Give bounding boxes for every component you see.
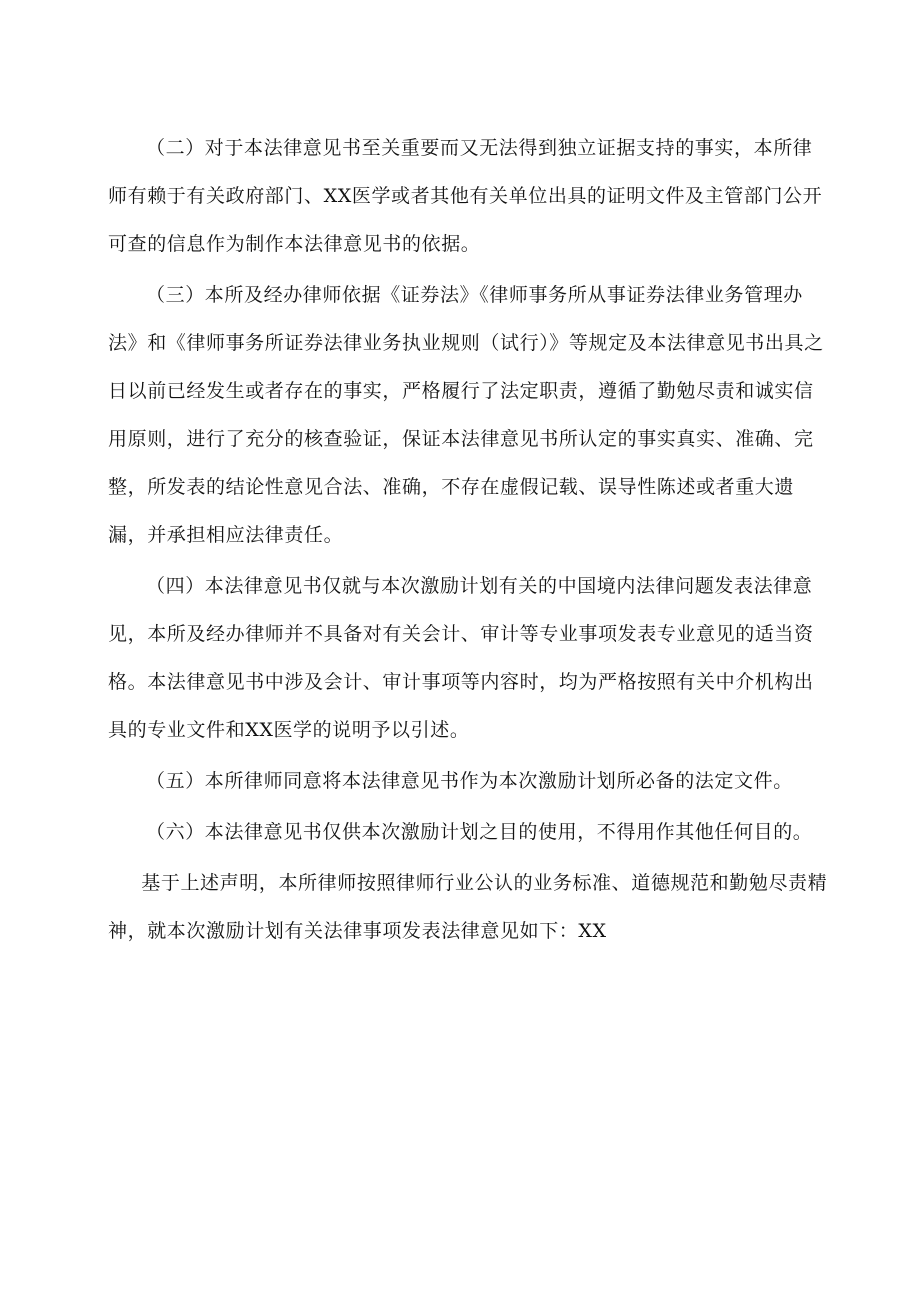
paragraph-clause-6: （六）本法律意见书仅供本次激励计划之目的使用，不得用作其他任何目的。 — [146, 821, 813, 843]
paragraph-clause-4: （四）本法律意见书仅就与本次激励计划有关的中国境内法律问题发表法律意见，本所及经办律师并不具备对有关会计、审计等专业事项发表专业意见的适当资格。本法律意见书中涉及会计、审计事项等内容时，均为严格按照有关中介机构出具的专业文件和XX医学的说明予以引述。 — [108, 575, 814, 741]
paragraph-clause-2: （二）对于本法律意见书至关重要而又无法得到独立证据支持的事实，本所律师有赖于有关政府部门、XX医学或者其他有关单位出具的证明文件及主管部门公开可查的信息作为制作本法律意见书的依据。 — [108, 137, 823, 255]
document-body — [108, 124, 828, 955]
paragraph-clause-3: （三）本所及经办律师依据《证券法》《律师事务所从事证券法律业务管理办法》和《律师事务所证券法律业务执业规则（试行）》等规定及本法律意见书出具之日以前已经发生或者存在的事实，严格履行了法定职责，遵循了勤勉尽责和诚实信用原则，进行了充分的核查验证，保证本法律意见书所认定的事实真实、准确、完整，所发表的结论性意见合法、准确，不存在虚假记载、误导性陈述或者重大遗漏，并承担相应法律责任。 — [108, 284, 824, 546]
paragraph-conclusion: 基于上述声明，本所律师按照律师行业公认的业务标准、道德规范和勤勉尽责精神，就本次激励计划有关法律事项发表法律意见如下：XX — [108, 872, 828, 942]
paragraph-clause-5: （五）本所律师同意将本法律意见书作为本次激励计划所必备的法定文件。 — [146, 770, 793, 792]
